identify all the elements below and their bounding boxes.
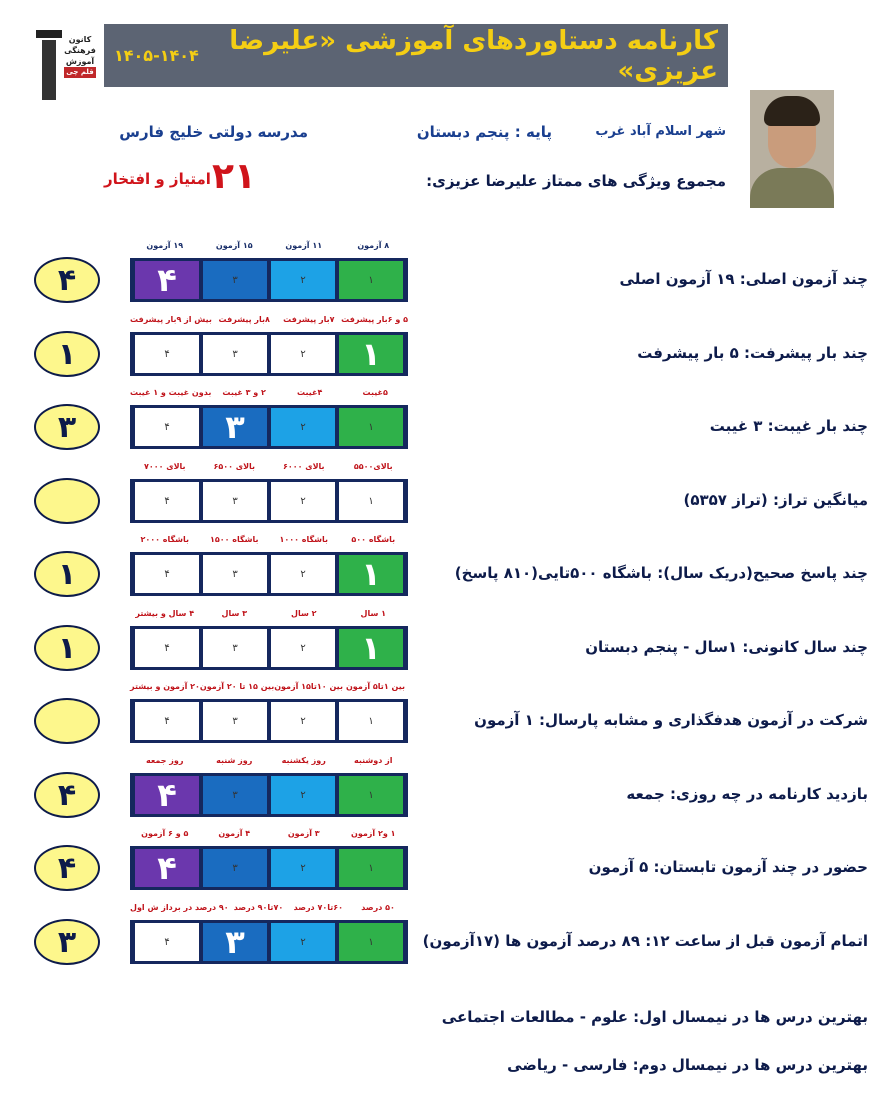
row-score-badge: ۱ <box>34 625 100 671</box>
score-level-cell: ۲ <box>271 702 335 740</box>
scale-label: بین ۱۰تا۱۵ آزمون <box>274 682 343 691</box>
scale-label: ۴غیبت <box>297 388 323 397</box>
score-level-cell: ۲ <box>271 555 335 593</box>
row-question: چند پاسخ صحیح(دریک سال): باشگاه ۵۰۰تایی(۸۱۰ پاسخ) <box>454 564 868 582</box>
row-scale-labels <box>130 462 408 476</box>
score-level-cell: ۲ <box>271 923 335 961</box>
scale-label: بین ۱تا۵ آزمون <box>345 682 405 691</box>
scale-label: ۸ آزمون <box>357 241 390 250</box>
scale-label: ۱۹ آزمون <box>146 241 184 250</box>
scale-label: ۶۰تا۷۰ درصد <box>293 903 343 912</box>
scale-label: بین ۱۵ تا ۲۰ آزمون <box>199 682 275 691</box>
row-score-badge: ۴ <box>34 772 100 818</box>
logo-line: آموزش <box>65 57 95 66</box>
best-subjects-first-term: بهترین درس ها در نیمسال اول: علوم - مطالعات اجتماعی <box>441 1008 868 1026</box>
logo-text <box>64 34 96 78</box>
logo-line: فرهنگی <box>64 46 96 55</box>
score-level-cell: ۳ <box>203 261 267 299</box>
score-bar <box>130 479 408 523</box>
score-level-cell: ۳ <box>203 923 267 961</box>
scale-label: ۸بار پیشرفت <box>218 315 270 324</box>
scale-label: باشگاه ۵۰۰ <box>351 535 396 544</box>
score-level-cell: ۳ <box>203 702 267 740</box>
city-label: شهر اسلام آباد غرب <box>595 124 726 139</box>
score-level-cell: ۱ <box>339 702 403 740</box>
score-level-cell: ۴ <box>135 923 199 961</box>
row-scale-labels <box>130 829 408 843</box>
academic-years: ۱۴۰۵-۱۴۰۴ <box>114 46 199 65</box>
scale-label: ۵ و ۶ آزمون <box>141 829 189 838</box>
row-question: اتمام آزمون قبل از ساعت ۱۲: ۸۹ درصد آزمون ها (۱۷آزمون) <box>422 932 868 950</box>
row-question: شرکت در آزمون هدفگذاری و مشابه پارسال: ۱ آزمون <box>474 711 868 729</box>
row-question: چند سال کانونی: ۱سال - پنجم دبستان <box>585 638 868 656</box>
row-scale-labels <box>130 903 408 917</box>
total-features-label: مجموع ویژگی های ممتاز علیرضا عزیزی: <box>426 172 726 190</box>
row-question: میانگین تراز: (تراز ۵۳۵۷) <box>683 491 868 509</box>
scale-label: روز یکشنبه <box>281 756 326 765</box>
score-level-cell: ۲ <box>271 629 335 667</box>
scale-label: بدون غیبت و ۱ غیبت <box>130 388 212 397</box>
row-scale-labels <box>130 609 408 623</box>
scale-label: ۱۵ آزمون <box>215 241 253 250</box>
row-scale-labels <box>130 535 408 549</box>
row-scale-labels <box>130 756 408 770</box>
score-bar <box>130 258 408 302</box>
score-level-cell: ۴ <box>135 482 199 520</box>
row-score-badge: ۱ <box>34 331 100 377</box>
score-level-cell: ۱ <box>339 923 403 961</box>
score-bar <box>130 773 408 817</box>
score-level-cell: ۴ <box>135 335 199 373</box>
row-score-badge: ۳ <box>34 919 100 965</box>
best-subjects-second-term: بهترین درس ها در نیمسال دوم: فارسی - ریاضی <box>507 1056 868 1074</box>
scale-label: ۴ آزمون <box>218 829 251 838</box>
score-bar <box>130 405 408 449</box>
score-bar <box>130 699 408 743</box>
graduate-figure-icon <box>42 40 56 100</box>
row-score-badge <box>34 698 100 744</box>
score-level-cell: ۱ <box>339 335 403 373</box>
scale-label: ۵۰ درصد <box>361 903 395 912</box>
row-scale-labels <box>130 315 408 329</box>
scale-label: بالای ۶۵۰۰ <box>213 462 256 471</box>
scale-label: باشگاه ۱۰۰۰ <box>279 535 329 544</box>
score-level-cell: ۳ <box>203 408 267 446</box>
score-level-cell: ۱ <box>339 629 403 667</box>
header-bar <box>104 24 728 87</box>
score-level-cell: ۳ <box>203 849 267 887</box>
row-score-badge: ۱ <box>34 551 100 597</box>
graduation-cap-icon <box>36 30 62 38</box>
scale-label: روز جمعه <box>146 756 184 765</box>
total-score: ۲۱ <box>212 156 256 197</box>
scale-label: بالای ۷۰۰۰ <box>143 462 186 471</box>
row-question: چند بار پیشرفت: ۵ بار پیشرفت <box>637 344 868 362</box>
scale-label: ۷۰تا۹۰ درصد <box>233 903 284 912</box>
scale-label: ۱ سال <box>360 609 386 618</box>
score-level-cell: ۴ <box>135 629 199 667</box>
row-score-badge: ۴ <box>34 845 100 891</box>
score-bar <box>130 846 408 890</box>
score-level-cell: ۴ <box>135 776 199 814</box>
scale-label: ۱۱ آزمون <box>285 241 323 250</box>
score-level-cell: ۳ <box>203 482 267 520</box>
score-level-cell: ۴ <box>135 261 199 299</box>
score-level-cell: ۴ <box>135 849 199 887</box>
scale-label: روز شنبه <box>216 756 253 765</box>
score-level-cell: ۱ <box>339 849 403 887</box>
score-level-cell: ۳ <box>203 335 267 373</box>
scale-label: ۷بار پیشرفت <box>283 315 335 324</box>
row-question: چند آزمون اصلی: ۱۹ آزمون اصلی <box>619 270 868 288</box>
row-question: بازدید کارنامه در چه روزی: جمعه <box>626 785 868 803</box>
score-level-cell: ۲ <box>271 335 335 373</box>
score-level-cell: ۳ <box>203 776 267 814</box>
logo-tag: قلم چی <box>64 67 96 78</box>
grade-label: پایه : پنجم دبستان <box>416 123 552 141</box>
score-bar <box>130 920 408 964</box>
scale-label: از دوشنبه <box>354 756 393 765</box>
scale-label: ۲ و ۳ غیبت <box>222 388 266 397</box>
score-level-cell: ۳ <box>203 555 267 593</box>
score-level-cell: ۲ <box>271 776 335 814</box>
scale-label: ۲۰ آزمون و بیشتر <box>130 682 200 691</box>
student-photo <box>750 90 834 206</box>
score-level-cell: ۱ <box>339 408 403 446</box>
score-level-cell: ۲ <box>271 482 335 520</box>
score-level-cell: ۴ <box>135 555 199 593</box>
score-level-cell: ۳ <box>203 629 267 667</box>
scale-label: ۵ و ۶بار پیشرفت <box>341 315 408 324</box>
kanoon-logo <box>30 26 96 112</box>
scale-label: باشگاه ۲۰۰۰ <box>140 535 190 544</box>
score-bar <box>130 332 408 376</box>
row-question: حضور در چند آزمون تابستان: ۵ آزمون <box>588 858 868 876</box>
score-level-cell: ۱ <box>339 261 403 299</box>
score-level-cell: ۲ <box>271 849 335 887</box>
row-scale-labels <box>130 241 408 255</box>
row-score-badge: ۳ <box>34 404 100 450</box>
score-level-cell: ۴ <box>135 408 199 446</box>
scale-label: ۴ سال و بیشتر <box>135 609 195 618</box>
row-score-badge: ۴ <box>34 257 100 303</box>
scale-label: بالای۵۵۰۰ <box>353 462 393 471</box>
row-scale-labels <box>130 682 408 696</box>
score-level-cell: ۱ <box>339 555 403 593</box>
scale-label: بالای ۶۰۰۰ <box>282 462 325 471</box>
score-bar <box>130 552 408 596</box>
scale-label: ۵غیبت <box>362 388 388 397</box>
school-label: مدرسه دولتی خلیج فارس <box>119 123 308 141</box>
score-level-cell: ۱ <box>339 776 403 814</box>
scale-label: ۳ آزمون <box>287 829 320 838</box>
total-score-caption: امتیاز و افتخار <box>104 170 211 188</box>
score-level-cell: ۱ <box>339 482 403 520</box>
scale-label: ۹۰ درصد در برداز ش اول <box>130 903 229 912</box>
score-level-cell: ۲ <box>271 408 335 446</box>
page-title: کارنامه دستاوردهای آموزشی «علیرضا عزیزی» <box>229 25 718 86</box>
logo-line: کانون <box>68 35 92 44</box>
scale-label: ۱ و۲ آزمون <box>351 829 396 838</box>
score-level-cell: ۴ <box>135 702 199 740</box>
row-question: چند بار غیبت: ۳ غیبت <box>709 417 868 435</box>
row-score-badge <box>34 478 100 524</box>
score-level-cell: ۲ <box>271 261 335 299</box>
scale-label: باشگاه ۱۵۰۰ <box>209 535 259 544</box>
score-bar <box>130 626 408 670</box>
scale-label: ۲ سال <box>291 609 317 618</box>
row-scale-labels <box>130 388 408 402</box>
scale-label: ۳ سال <box>221 609 247 618</box>
scale-label: بیش از ۹بار پیشرفت <box>130 315 212 324</box>
